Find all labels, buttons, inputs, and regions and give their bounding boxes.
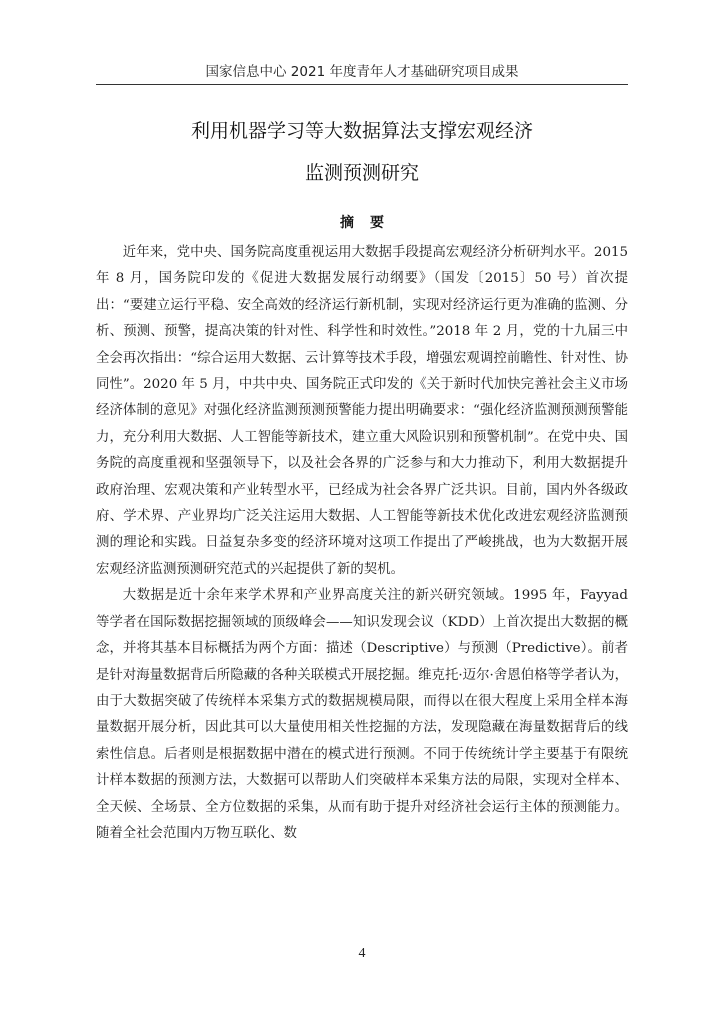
abstract-heading: 摘要 bbox=[340, 215, 400, 231]
paragraph: 近年来，党中央、国务院高度重视运用大数据手段提高宏观经济分析研判水平。2015 年 8 月，国务院印发的《促进大数据发展行动纲要》（国发〔2015〕50 号）首次提出：“要建立运行平稳、安全高效的经济运行新机制，实现对经济运行更为准确的监测、分析、预测、预警，提高决策的针对性、科学性和时效性。”2018 年 2 月，党的十九届三中全会再次指出：“综合运用大数据、云计算等技术手段，增强宏观调控前瞻性、针对性、协同性”。2020 年 5 月，中共中央、国务院正式印发的《关于新时代加快完善社会主义市场经济体制的意见》对强化经济监测预测预警能力提出明确要求：“强化经济监测预测预警能力，充分利用大数据、人工智能等新技术，建立重大风险识别和预警机制”。在党中央、国务院的高度重视和坚强领导下，以及社会各界的广泛参与和大力推动下，利用大数据提升政府治理、宏观决策和产业转型水平，已经成为社会各界广泛共识。目前，国内外各级政府、学术界、产业界均广泛关注运用大数据、人工智能等新技术优化改进宏观经济监测预测的理论和实践。日益复杂多变的经济环境对这项工作提出了严峻挑战，也为大数据开展宏观经济监测预测研究范式的兴起提供了新的契机。 bbox=[96, 245, 628, 577]
header-divider bbox=[96, 84, 628, 85]
paragraph: 大数据是近十余年来学术界和产业界高度关注的新兴研究领域。1995 年，Fayyad 等学者在国际数据挖掘领域的顶级峰会——知识发现会议（KDD）上首次提出大数据的概念，并将其基本目标概括为两个方面：描述（Descriptive）与预测（Predictive）。前者是针对海量数据背后所隐藏的各种关联模式开展挖掘。维克托·迈尔·舍恩伯格等学者认为，由于大数据突破了传统样本采集方式的数据规模局限，而得以在很大程度上采用全样本海量数据开展分析，因此其可以大量使用相关性挖掘的方法，发现隐藏在海量数据背后的线索性信息。后者则是根据数据中潜在的模式进行预测。不同于传统统计学主要基于有限统计样本数据的预测方法，大数据可以帮助人们突破样本采集方法的局限，实现对全样本、全天候、全场景、全方位数据的采集，从而有助于提升对经济社会运行主体的预测能力。随着全社会范围内万物互联化、数 bbox=[96, 588, 628, 841]
running-header: 国家信息中心 2021 年度青年人才基础研究项目成果 bbox=[205, 64, 519, 80]
document-title-line-2: 监测预测研究 bbox=[304, 162, 419, 184]
abstract-body bbox=[96, 240, 628, 847]
document-title-line-1: 利用机器学习等大数据算法支撑宏观经济 bbox=[190, 120, 533, 142]
page-number: 4 bbox=[358, 946, 366, 961]
